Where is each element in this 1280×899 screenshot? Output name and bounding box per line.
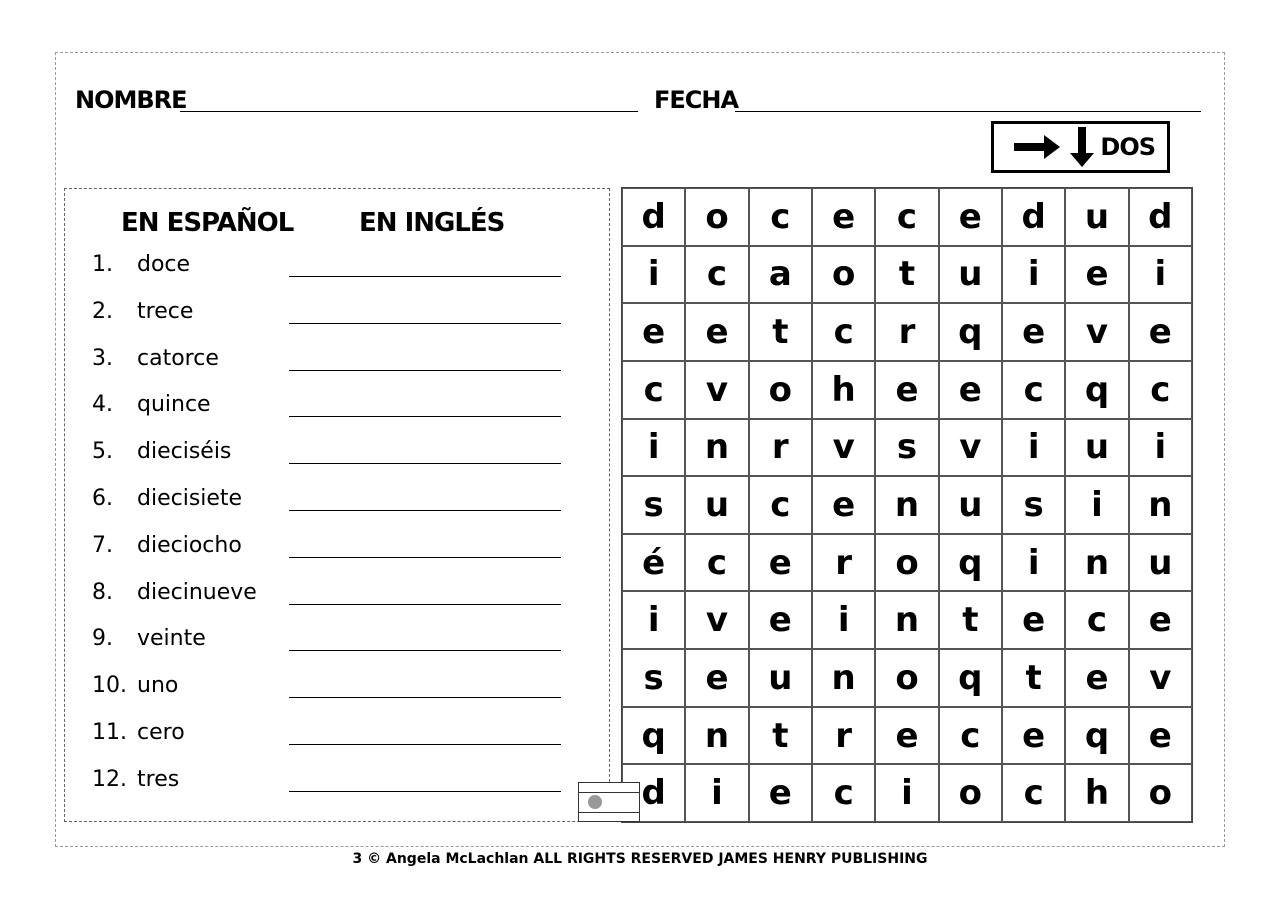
grid-cell[interactable]: c	[685, 534, 748, 592]
item-number: 1.	[92, 252, 113, 277]
grid-cell[interactable]: v	[1129, 649, 1192, 707]
english-answer-field[interactable]	[289, 370, 561, 371]
word-list-item	[92, 486, 562, 516]
spanish-word: cero	[137, 720, 185, 745]
word-list-item	[92, 252, 562, 282]
spanish-word: diecinueve	[137, 579, 257, 605]
word-list-item	[92, 673, 562, 703]
item-number: 9.	[92, 626, 113, 652]
grid-cell[interactable]: s	[1002, 476, 1065, 534]
grid-cell[interactable]: t	[749, 707, 812, 765]
grid-cell[interactable]: o	[685, 188, 748, 246]
english-answer-field[interactable]	[289, 463, 561, 464]
english-answer-field[interactable]	[289, 510, 561, 511]
grid-cell[interactable]: i	[1002, 419, 1065, 477]
spanish-word: trece	[137, 298, 194, 324]
grid-cell[interactable]: e	[1002, 303, 1065, 361]
grid-cell[interactable]: h	[1065, 764, 1128, 822]
grid-cell[interactable]: h	[812, 361, 875, 419]
grid-cell[interactable]: u	[939, 476, 1002, 534]
grid-cell[interactable]: n	[812, 649, 875, 707]
grid-cell[interactable]: u	[939, 246, 1002, 304]
item-number: 7.	[92, 532, 113, 558]
grid-cell[interactable]: r	[875, 303, 938, 361]
grid-cell[interactable]: e	[1065, 649, 1128, 707]
grid-cell[interactable]: o	[875, 534, 938, 592]
word-list-item	[92, 346, 562, 376]
grid-cell[interactable]: i	[875, 764, 938, 822]
grid-cell[interactable]: q	[939, 649, 1002, 707]
word-list-item	[92, 299, 562, 329]
grid-cell[interactable]: e	[812, 476, 875, 534]
heading-spanish: EN ESPAÑOL	[121, 208, 294, 238]
item-number: 8.	[92, 579, 113, 605]
grid-cell[interactable]: c	[1002, 764, 1065, 822]
grid-cell[interactable]: q	[939, 534, 1002, 592]
word-list-item	[92, 439, 562, 469]
english-answer-field[interactable]	[289, 557, 561, 558]
grid-cell[interactable]: e	[1002, 591, 1065, 649]
grid-cell[interactable]: i	[622, 591, 685, 649]
name-field[interactable]	[180, 90, 638, 112]
grid-cell[interactable]: o	[812, 246, 875, 304]
grid-cell[interactable]: s	[622, 649, 685, 707]
grid-cell[interactable]: d	[1002, 188, 1065, 246]
english-answer-field[interactable]	[289, 604, 561, 605]
spanish-word: dieciocho	[137, 532, 242, 558]
spanish-word: diecisiete	[137, 486, 243, 511]
grid-cell[interactable]: i	[1129, 246, 1192, 304]
grid-cell[interactable]: t	[1002, 649, 1065, 707]
date-field[interactable]	[735, 90, 1201, 112]
word-list-item	[92, 720, 562, 750]
grid-cell[interactable]: t	[749, 303, 812, 361]
arrow-right-icon	[1012, 132, 1062, 162]
grid-cell[interactable]: u	[685, 476, 748, 534]
grid-cell[interactable]: i	[1002, 534, 1065, 592]
spanish-word: quince	[137, 392, 211, 418]
word-list-item	[92, 767, 562, 797]
grid-cell[interactable]: e	[622, 303, 685, 361]
grid-cell[interactable]: n	[875, 591, 938, 649]
grid-cell[interactable]: n	[1129, 476, 1192, 534]
grid-cell[interactable]: e	[939, 188, 1002, 246]
grid-cell[interactable]: e	[749, 764, 812, 822]
grid-cell[interactable]: e	[1065, 246, 1128, 304]
grid-cell[interactable]: c	[939, 707, 1002, 765]
grid-cell[interactable]: c	[622, 361, 685, 419]
grid-cell[interactable]: t	[939, 591, 1002, 649]
grid-cell[interactable]: c	[1065, 591, 1128, 649]
grid-cell[interactable]: i	[1002, 246, 1065, 304]
grid-cell[interactable]: v	[1065, 303, 1128, 361]
spanish-word: catorce	[137, 345, 219, 371]
grid-cell[interactable]: d	[622, 188, 685, 246]
english-answer-field[interactable]	[289, 650, 561, 651]
grid-cell[interactable]: n	[875, 476, 938, 534]
grid-cell[interactable]: n	[1065, 534, 1128, 592]
grid-cell[interactable]: r	[812, 707, 875, 765]
grid-cell[interactable]: o	[875, 649, 938, 707]
date-label: FECHA	[654, 86, 739, 114]
item-number: 4.	[92, 392, 113, 418]
grid-cell[interactable]: e	[1129, 303, 1192, 361]
grid-cell[interactable]: u	[1065, 419, 1128, 477]
name-label: NOMBRE	[75, 86, 187, 114]
footer-copyright: 3 © Angela McLachlan ALL RIGHTS RESERVED JAMES HENRY PUBLISHING	[352, 851, 928, 867]
direction-label: DOS	[1100, 133, 1155, 161]
grid-cell[interactable]: e	[1002, 707, 1065, 765]
item-number: 6.	[92, 486, 113, 511]
grid-cell[interactable]: n	[685, 707, 748, 765]
grid-cell[interactable]: e	[1129, 707, 1192, 765]
spanish-word: tres	[137, 766, 180, 792]
word-list-item	[92, 392, 562, 422]
item-number: 12.	[92, 766, 127, 792]
spanish-word: dieciséis	[137, 439, 232, 465]
grid-cell[interactable]: c	[749, 476, 812, 534]
grid-cell[interactable]: u	[749, 649, 812, 707]
grid-cell[interactable]: e	[749, 591, 812, 649]
grid-cell[interactable]: e	[1129, 591, 1192, 649]
grid-cell[interactable]: v	[812, 419, 875, 477]
item-number: 5.	[92, 439, 113, 465]
grid-cell[interactable]: n	[685, 419, 748, 477]
spanish-word: veinte	[137, 626, 206, 652]
english-answer-field[interactable]	[289, 697, 561, 698]
grid-cell[interactable]: e	[939, 361, 1002, 419]
grid-cell[interactable]: q	[1065, 361, 1128, 419]
grid-cell[interactable]: v	[685, 361, 748, 419]
grid-cell[interactable]: e	[685, 649, 748, 707]
grid-cell[interactable]: q	[939, 303, 1002, 361]
item-number: 10.	[92, 673, 127, 699]
grid-cell[interactable]: d	[622, 764, 685, 822]
word-search-grid	[621, 187, 1193, 823]
grid-cell[interactable]: i	[685, 764, 748, 822]
grid-cell[interactable]: r	[749, 419, 812, 477]
grid-cell[interactable]: c	[1129, 361, 1192, 419]
grid-cell[interactable]: d	[1129, 188, 1192, 246]
heading-english: EN INGLÉS	[359, 208, 505, 238]
grid-cell[interactable]: r	[812, 534, 875, 592]
english-answer-field[interactable]	[289, 744, 561, 745]
grid-cell[interactable]: v	[939, 419, 1002, 477]
english-answer-field[interactable]	[289, 323, 561, 324]
word-list-item	[92, 580, 562, 610]
grid-cell[interactable]: u	[1129, 534, 1192, 592]
grid-cell[interactable]: i	[622, 246, 685, 304]
english-answer-field[interactable]	[289, 276, 561, 277]
grid-cell[interactable]: c	[812, 764, 875, 822]
grid-cell[interactable]: i	[812, 591, 875, 649]
grid-cell[interactable]: s	[622, 476, 685, 534]
grid-cell[interactable]: i	[1065, 476, 1128, 534]
grid-cell[interactable]: c	[875, 188, 938, 246]
grid-cell[interactable]: s	[875, 419, 938, 477]
grid-cell[interactable]: c	[1002, 361, 1065, 419]
grid-cell[interactable]: c	[749, 188, 812, 246]
grid-cell[interactable]: e	[875, 707, 938, 765]
item-number: 2.	[92, 298, 113, 324]
item-number: 3.	[92, 345, 113, 371]
grid-cell[interactable]: o	[749, 361, 812, 419]
english-answer-field[interactable]	[289, 791, 561, 792]
grid-cell[interactable]: a	[749, 246, 812, 304]
grid-cell[interactable]: q	[1065, 707, 1128, 765]
direction-badge	[991, 121, 1170, 173]
grid-cell[interactable]: c	[685, 246, 748, 304]
word-list-item	[92, 626, 562, 656]
grid-cell[interactable]: o	[1129, 764, 1192, 822]
grid-cell[interactable]: e	[812, 188, 875, 246]
arrow-down-icon	[1068, 125, 1096, 169]
grid-cell[interactable]: q	[622, 707, 685, 765]
grid-cell[interactable]: é	[622, 534, 685, 592]
grid-cell[interactable]: v	[685, 591, 748, 649]
word-list-item	[92, 533, 562, 563]
grid-cell[interactable]: i	[1129, 419, 1192, 477]
grid-cell[interactable]: e	[749, 534, 812, 592]
item-number: 11.	[92, 720, 127, 745]
spanish-word: uno	[137, 673, 179, 699]
grid-cell[interactable]: c	[812, 303, 875, 361]
grid-cell[interactable]: e	[875, 361, 938, 419]
grid-cell[interactable]: e	[685, 303, 748, 361]
grid-cell[interactable]: t	[875, 246, 938, 304]
grid-cell[interactable]: u	[1065, 188, 1128, 246]
grid-cell[interactable]: i	[622, 419, 685, 477]
spanish-word: doce	[137, 252, 191, 277]
grid-cell[interactable]: o	[939, 764, 1002, 822]
english-answer-field[interactable]	[289, 416, 561, 417]
spain-flag-icon	[578, 782, 640, 822]
